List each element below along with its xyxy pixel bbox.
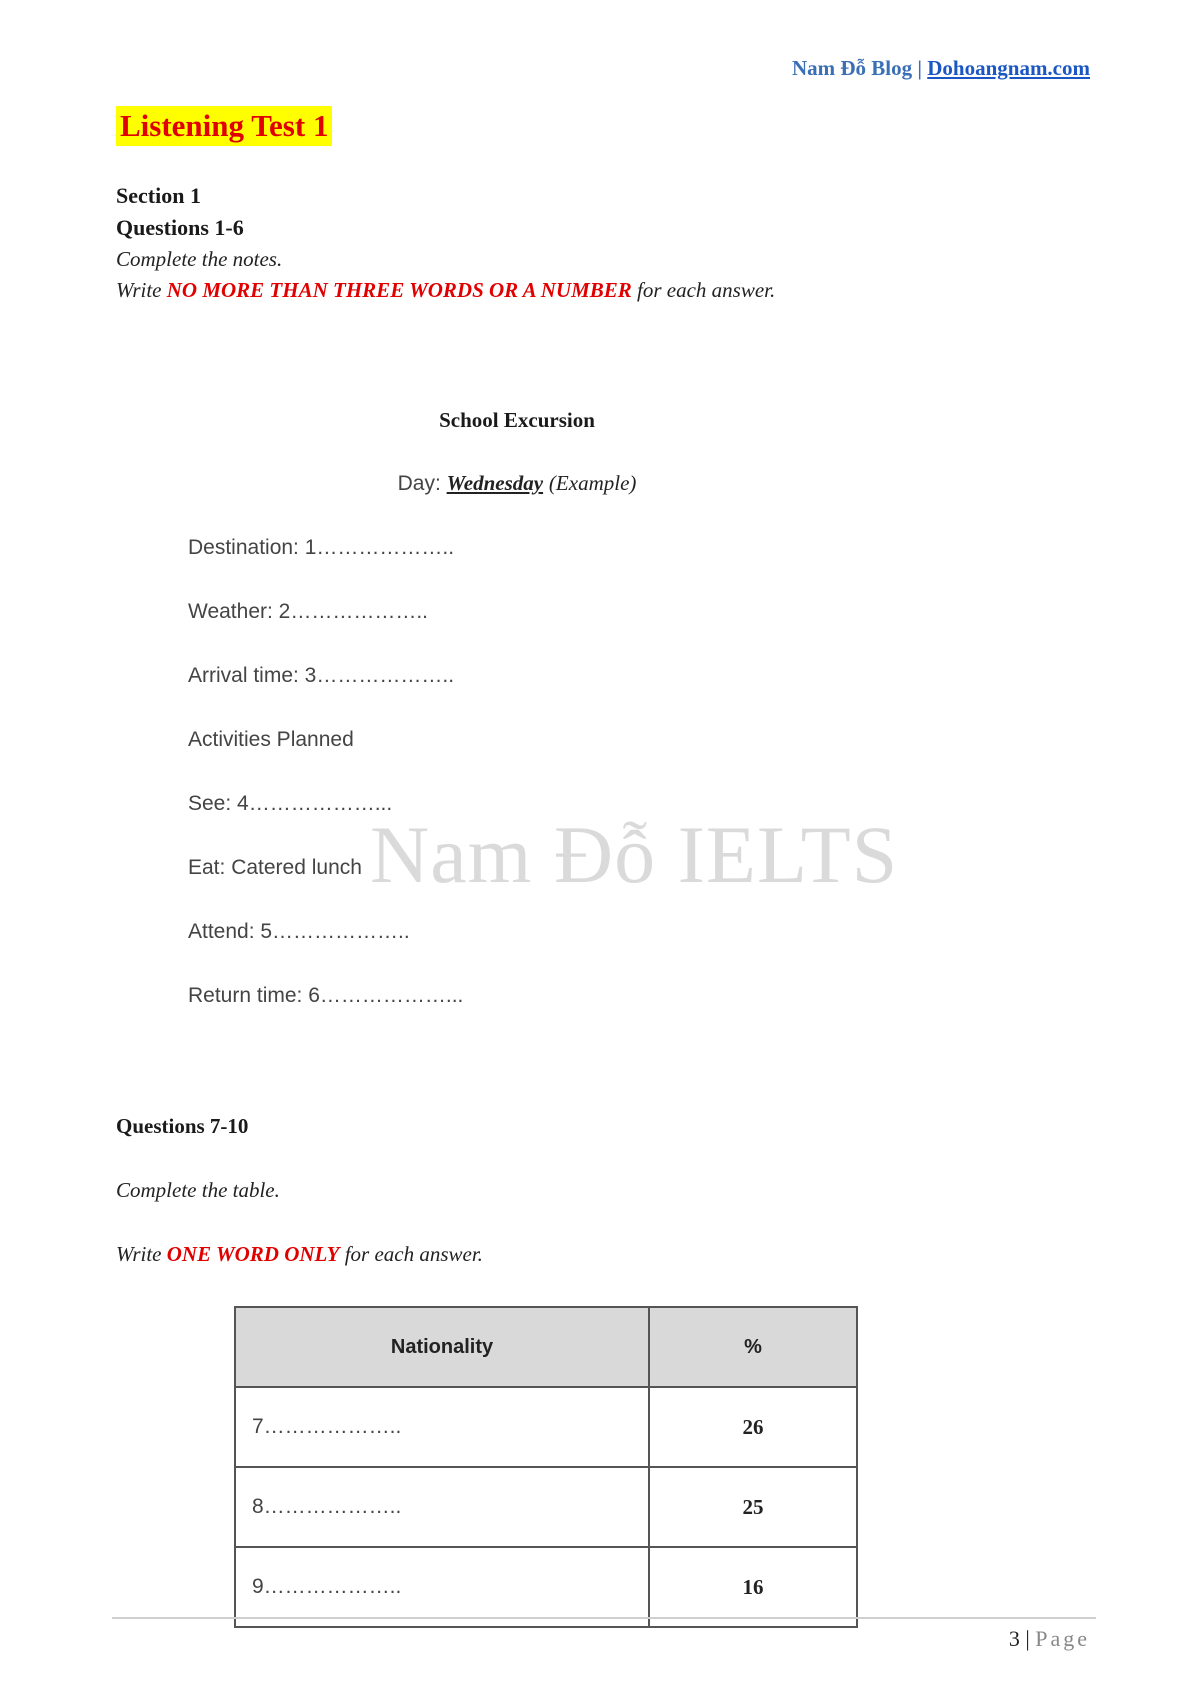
note-see: See: 4………………... (188, 792, 393, 815)
site-link[interactable]: Dohoangnam.com (927, 56, 1090, 80)
blog-name: Nam Đỗ Blog | (791, 56, 922, 80)
questions-1-6-word-limit (116, 278, 775, 303)
nationality-cell: 8……………….. (235, 1467, 649, 1547)
notes-title: School Excursion (439, 408, 595, 432)
percent-cell: 26 (649, 1387, 857, 1467)
header-percent: % (649, 1307, 857, 1387)
nationality-cell: 7……………….. (235, 1387, 649, 1467)
page-label: Page (1035, 1626, 1090, 1651)
word-limit-prefix: Write (116, 278, 162, 302)
note-weather: Weather: 2……………….. (188, 600, 429, 623)
questions-7-10-word-limit (116, 1242, 483, 1267)
questions-7-10-heading: Questions 7-10 (116, 1114, 249, 1138)
watermark: Nam Đỗ IELTS (370, 809, 899, 900)
day-label: Day: (397, 472, 441, 495)
section-heading: Section 1 (116, 183, 201, 208)
note-activities-planned: Activities Planned (188, 728, 354, 751)
notes-day-line (0, 471, 1034, 496)
word-limit-prefix: Write (116, 1242, 162, 1266)
page-separator: | (1025, 1626, 1030, 1651)
note-arrival-time: Arrival time: 3……………….. (188, 664, 455, 687)
page-number: 3 (1008, 1626, 1020, 1651)
table-header-row (235, 1307, 857, 1387)
table-row (235, 1547, 857, 1627)
day-example: (Example) (548, 471, 637, 495)
day-value: Wednesday (446, 471, 544, 495)
word-limit-highlight: NO MORE THAN THREE WORDS OR A NUMBER (166, 278, 632, 302)
percent-cell: 25 (649, 1467, 857, 1547)
percent-cell: 16 (649, 1547, 857, 1627)
questions-7-10-instruction: Complete the table. (116, 1178, 280, 1202)
page-header (792, 56, 1090, 81)
header-nationality: Nationality (235, 1307, 649, 1387)
questions-1-6-heading: Questions 1-6 (116, 215, 244, 240)
word-limit-suffix: for each answer. (344, 1242, 483, 1266)
note-destination: Destination: 1……………….. (188, 536, 455, 559)
page-title: Listening Test 1 (116, 106, 332, 146)
note-attend: Attend: 5……………….. (188, 920, 410, 943)
note-return-time: Return time: 6………………... (188, 984, 464, 1007)
page-footer (1009, 1626, 1090, 1652)
word-limit-highlight: ONE WORD ONLY (166, 1242, 340, 1266)
nationality-cell: 9……………….. (235, 1547, 649, 1627)
nationality-table (234, 1306, 858, 1628)
footer-divider (112, 1617, 1096, 1619)
table-row (235, 1467, 857, 1547)
questions-1-6-instruction: Complete the notes. (116, 247, 283, 271)
note-eat: Eat: Catered lunch (188, 856, 362, 879)
table-row (235, 1387, 857, 1467)
word-limit-suffix: for each answer. (637, 278, 776, 302)
